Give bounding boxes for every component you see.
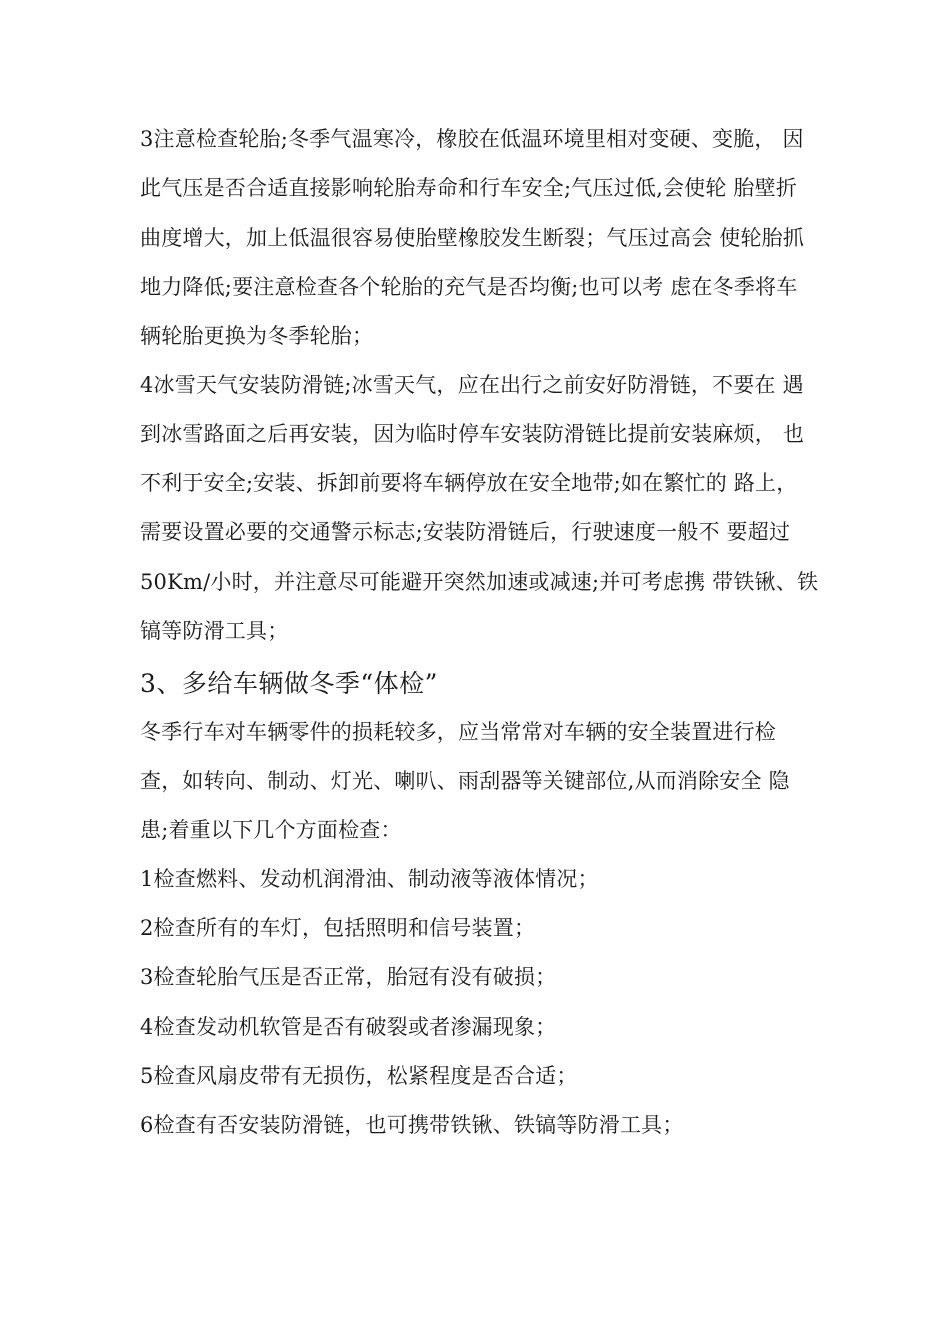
- checklist-item: 2检查所有的车灯，包括照明和信号装置；: [140, 916, 536, 940]
- paragraph-line: 不利于安全;安装、拆卸前要将车辆停放在安全地带;如在繁忙的 路上，: [140, 471, 798, 495]
- checklist-item: 6检查有否安装防滑链，也可携带铁锹、铁镐等防滑工具；: [140, 1113, 684, 1137]
- paragraph-line: 3注意检查轮胎;冬季气温寒冷，橡胶在低温环境里相对变硬、变脆， 因: [140, 127, 804, 151]
- paragraph-line: 此气压是否合适直接影响轮胎寿命和行车安全;气压过低,会使轮 胎壁折: [140, 176, 798, 200]
- paragraph-line: 50Km/小时，并注意尽可能避开突然加速或减速;并可考虑携 带铁锹、铁: [140, 570, 819, 594]
- intro-line: 患;着重以下几个方面检查：: [140, 818, 402, 842]
- checklist-item: 4检查发动机软管是否有破裂或者渗漏现象；: [140, 1015, 557, 1039]
- section-heading: 3、多给车辆做冬季“体检”: [140, 669, 438, 698]
- paragraph-line: 辆轮胎更换为冬季轮胎；: [140, 324, 374, 348]
- intro-line: 冬季行车对车辆零件的损耗较多，应当常常对车辆的安全装置进行检: [140, 720, 776, 744]
- intro-line: 查，如转向、制动、灯光、喇叭、雨刮器等关键部位,从而消除安全 隐: [140, 769, 790, 793]
- paragraph-line: 曲度增大，加上低温很容易使胎壁橡胶发生断裂；气压过高会 使轮胎抓: [140, 226, 805, 250]
- checklist-item: 5检查风扇皮带有无损伤，松紧程度是否合适；: [140, 1064, 578, 1088]
- checklist-item: 1检查燃料、发动机润滑油、制动液等液体情况；: [140, 867, 599, 891]
- paragraph-line: 需要设置必要的交通警示标志;安装防滑链后，行驶速度一般不 要超过: [140, 520, 791, 544]
- checklist-item: 3检查轮胎气压是否正常，胎冠有没有破损；: [140, 965, 557, 989]
- paragraph-line: 到冰雪路面之后再安装，因为临时停车安装防滑链比提前安装麻烦， 也: [140, 422, 805, 446]
- paragraph-line: 4冰雪天气安装防滑链;冰雪天气，应在出行之前安好防滑链，不要在 遇: [140, 373, 804, 397]
- paragraph-line: 镐等防滑工具；: [140, 619, 289, 643]
- paragraph-line: 地力降低;要注意检查各个轮胎的充气是否均衡;也可以考 虑在冬季将车: [140, 275, 798, 299]
